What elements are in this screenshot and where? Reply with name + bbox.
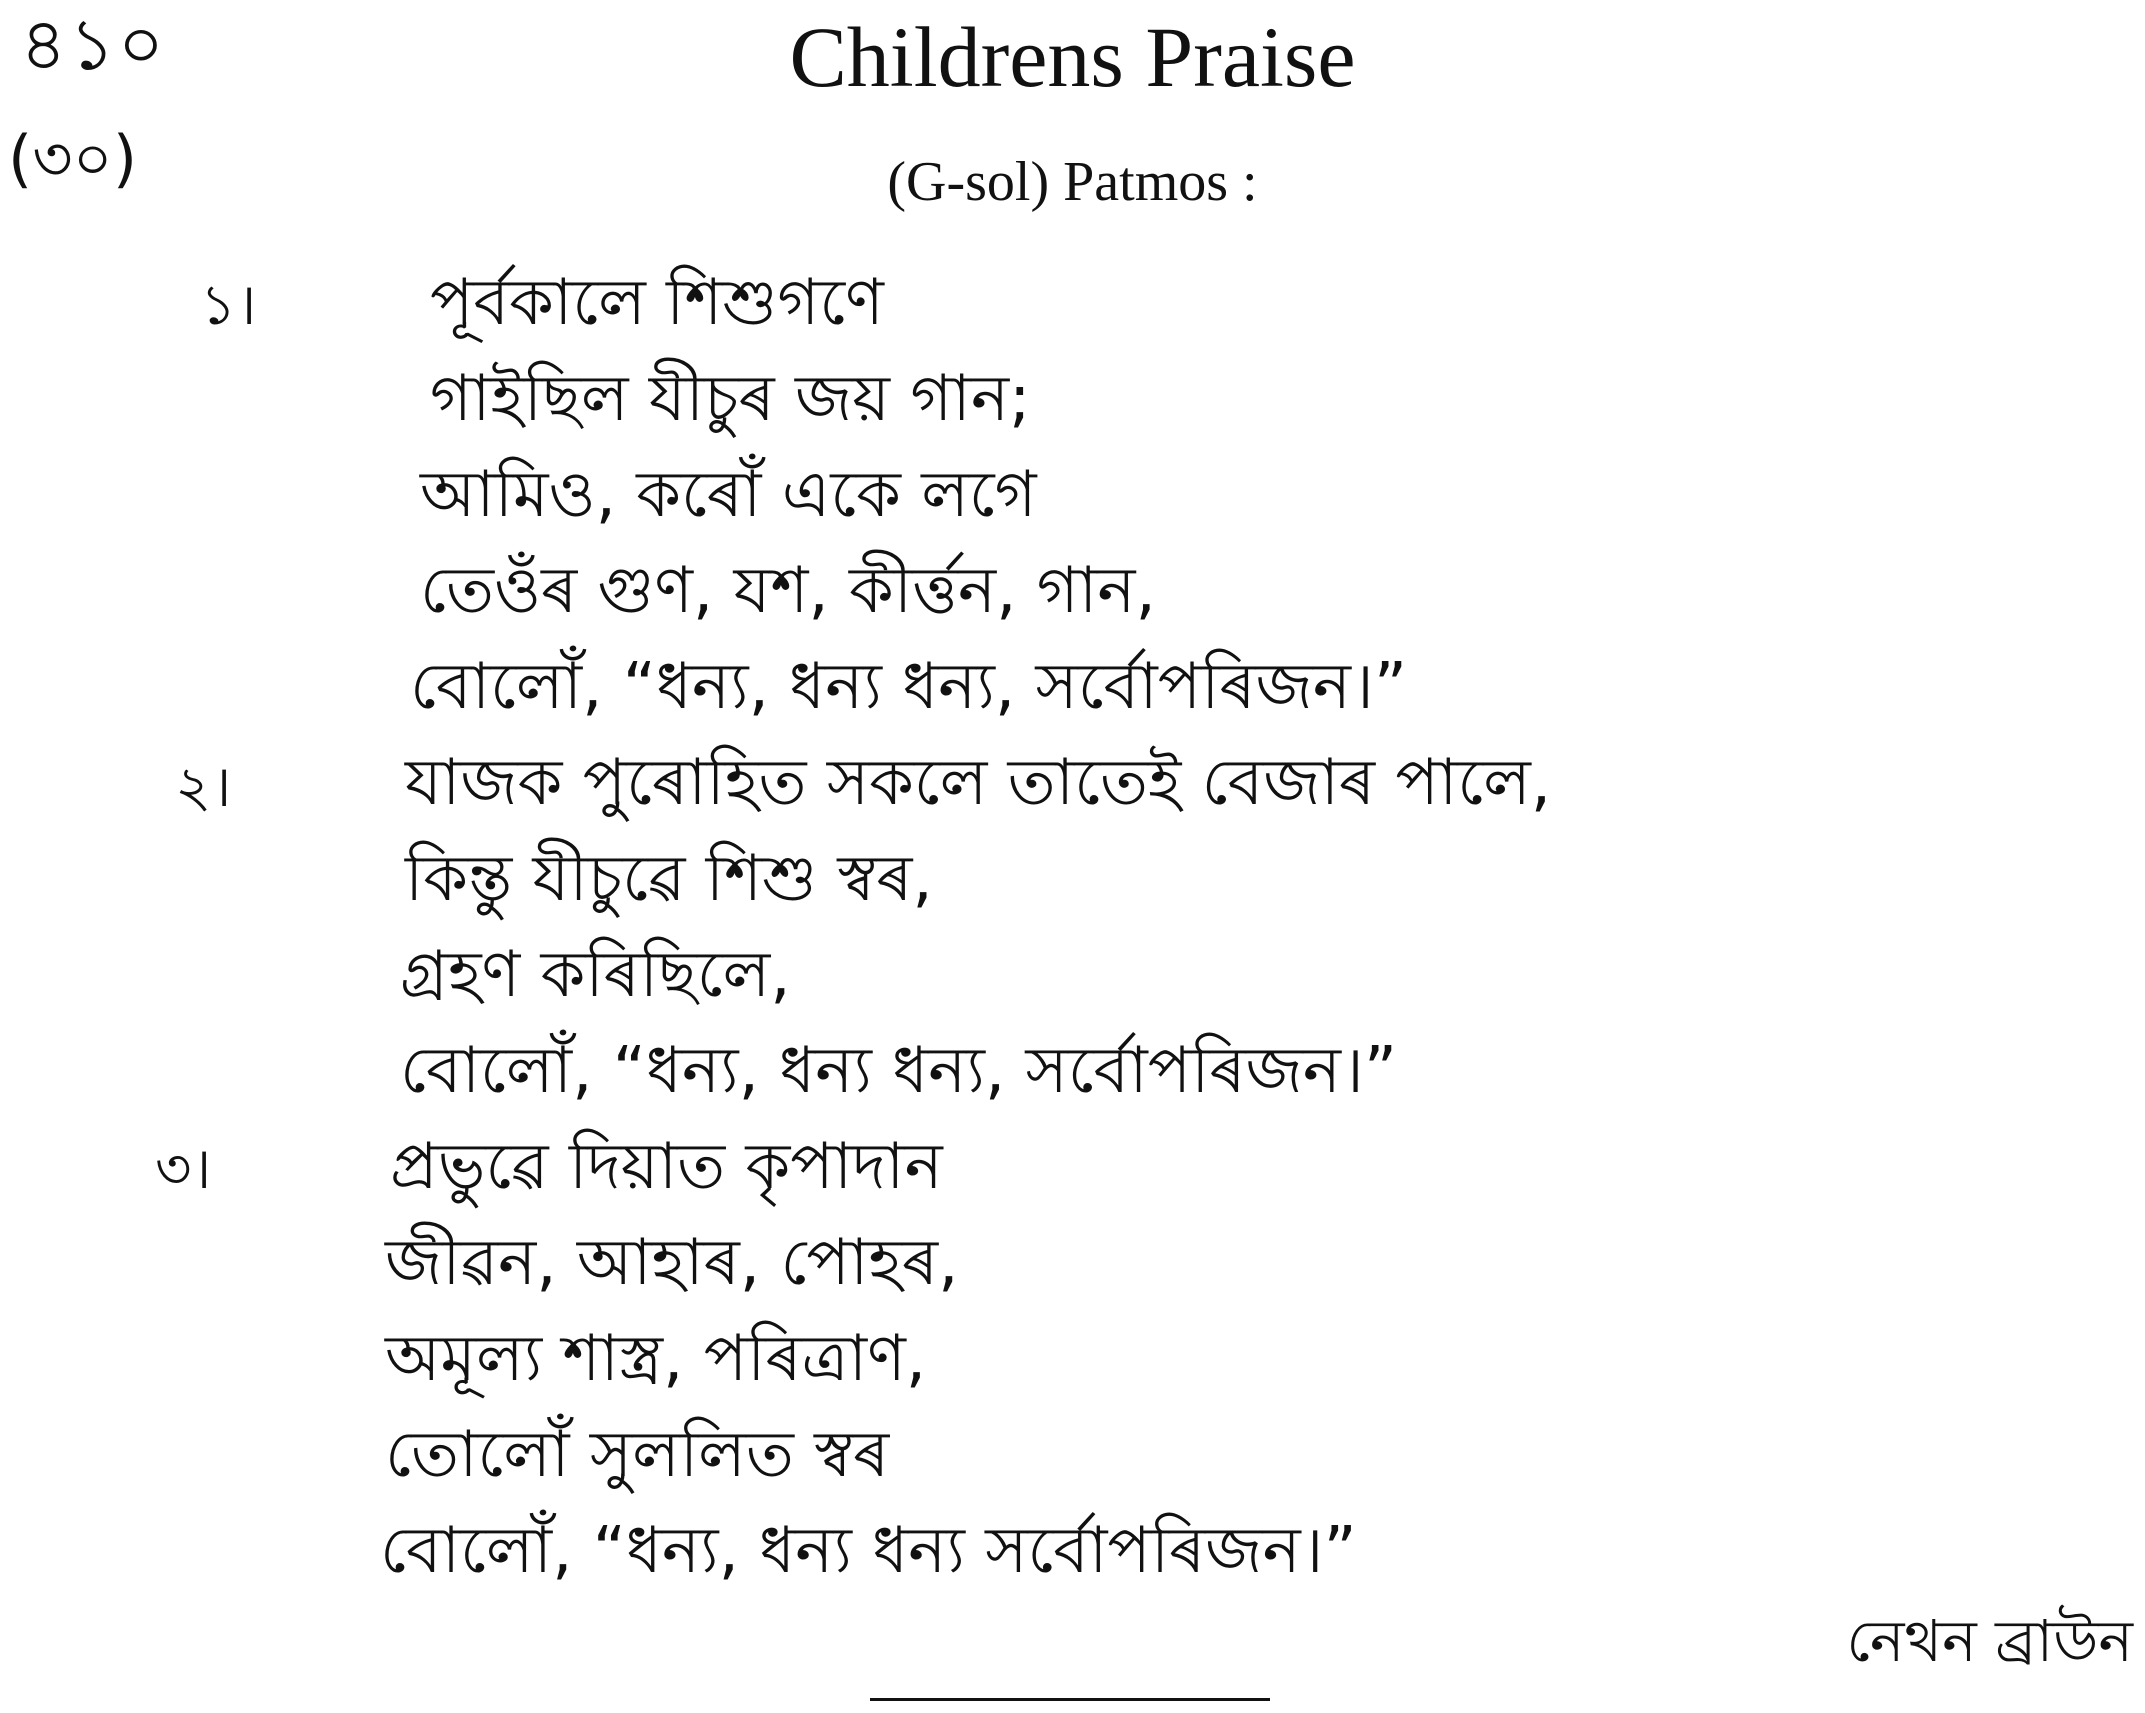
verse-line: বোলোঁ, “ধন্য, ধন্য ধন্য সৰ্বোপৰিজন।” [380,1514,1357,1588]
page-title: Childrens Praise [789,9,1356,105]
verse-line: অমূল্য শাস্ত্ৰ, পৰিত্ৰাণ, [385,1322,927,1396]
verse-number: ৩। [155,1137,212,1202]
verse-line: তেওঁৰ গুণ, যশ, কীৰ্ত্তন, গান, [420,554,1156,628]
verse-line: যাজক পুৰোহিত সকলে তাতেই বেজাৰ পালে, [405,746,1552,820]
divider [870,1698,1270,1701]
tune-name: (G-sol) Patmos : [887,151,1258,213]
verse-line: কিন্তু যীচুৱে শিশু স্বৰ, [405,842,933,916]
verse-line: বোলোঁ, “ধন্য, ধন্য ধন্য, সৰ্বোপৰিজন।” [400,1034,1398,1108]
verse-line: গ্ৰহণ কৰিছিলে, [400,938,791,1012]
verse-line: আমিও, কৰোঁ একে লগে [420,458,1037,532]
verse-line: তোলোঁ সুললিত স্বৰ [385,1418,890,1492]
hymn-number: (৩০) [8,122,138,195]
verse-number: ১। [200,273,257,338]
verse-line: প্ৰভুৱে দিয়াত কৃপাদান [390,1130,943,1204]
verse-number: ২। [175,755,232,820]
verse-line: গাইছিল যীচুৰ জয় গান; [430,362,1031,436]
verse-line: জীৱন, আহাৰ, পোহৰ, [385,1226,959,1300]
verse-line: পূৰ্বকালে শিশুগণে [430,266,884,340]
page-number: ৪১০ [20,2,167,86]
author: নেথন ব্ৰাউন [1846,1607,2133,1675]
verse-line: বোলোঁ, “ধন্য, ধন্য ধন্য, সৰ্বোপৰিজন।” [410,650,1408,724]
